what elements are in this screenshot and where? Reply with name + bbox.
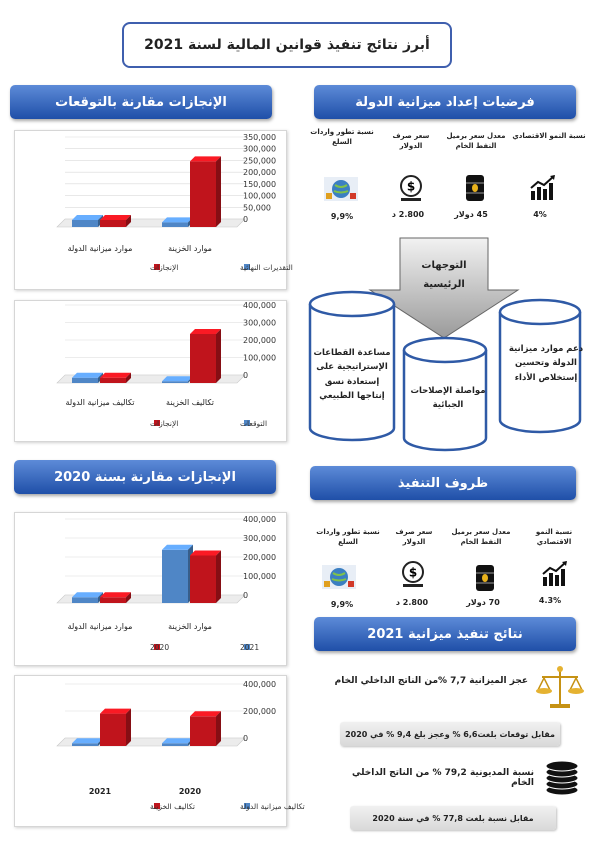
chart-expenses-2020 <box>15 676 305 826</box>
y-tick-label: 50,000 <box>243 203 271 213</box>
condition-label-growth: نسبة النمو الاقتصادي <box>535 528 573 546</box>
condition-label-imports: نسبة تطور واردات السلع <box>316 528 380 546</box>
scale-icon <box>534 664 586 712</box>
banner-budget-results: نتائج تنفيذ ميزانية 2021 <box>314 617 576 651</box>
bar-1-0-0 <box>72 220 98 227</box>
assumption-value-dollar: 2.800 د <box>391 210 425 219</box>
legend-label: التقديرات النهائية <box>240 263 293 272</box>
y-tick-label: 100,000 <box>243 572 277 581</box>
bar-3-1-1-side <box>216 551 221 604</box>
bar-3-1-0 <box>162 550 188 603</box>
cylinder-text-budget-support: دعم موارد ميزانية الدولة وتحسين إستخلاص الأداء <box>508 344 584 383</box>
chart-expenses <box>15 301 286 441</box>
y-tick-label: 300,000 <box>243 318 277 328</box>
chart-panel-2 <box>14 300 287 442</box>
dollar-coin-icon <box>392 172 430 204</box>
condition-value-oil: 70 دولار <box>466 598 500 607</box>
y-tick-label: 300,000 <box>243 534 277 543</box>
bar-4-1-1-top <box>190 711 221 716</box>
growth-chart-icon <box>536 558 574 590</box>
assumption-value-growth: 4% <box>533 210 547 219</box>
bar-4-1-0 <box>162 743 188 746</box>
bar-4-0-1-top <box>100 709 131 714</box>
debt-compare-bar: مقابل نسبة بلغت 77,8 % في سنة 2020 <box>350 806 556 830</box>
bar-4-0-1 <box>100 714 126 746</box>
y-tick-label: 200,000 <box>243 553 277 562</box>
chart-panel-3 <box>14 512 287 666</box>
bar-4-1-0-top <box>162 738 193 743</box>
bar-2-0-1 <box>100 378 126 383</box>
deficit-text: عجز الميزانية 7,7 %من الناتج الداخلي الخام <box>334 676 528 686</box>
bar-4-0-1-side <box>126 709 131 746</box>
cylinder-text-strategic-sectors: مساعدة القطاعات الإستراتيجية على إستعادة نسق إنتاجها الطبيعي <box>313 348 391 402</box>
cylinder-text-tax-reforms: مواصلة الإصلاحات الجبائية <box>410 386 486 411</box>
x-category-label: موارد ميزانية الدولة <box>67 244 133 253</box>
condition-value-imports: 9,9% <box>330 600 354 609</box>
y-tick-label: 200,000 <box>243 707 277 716</box>
bar-4-1-1-side <box>216 711 221 746</box>
banner-budget-assumptions: فرضيات إعداد ميزانية الدولة <box>314 85 576 119</box>
bar-2-1-0 <box>162 381 188 383</box>
bar-4-0-0-top <box>72 738 103 743</box>
bar-1-0-1-top <box>100 215 131 220</box>
conditions-row <box>310 524 586 614</box>
chart-resources <box>15 131 293 289</box>
bar-2-1-1-top <box>190 329 221 334</box>
bar-4-1-1 <box>190 716 216 746</box>
banner-achievements-vs-forecasts: الإنجازات مقارنة بالتوقعات <box>10 85 272 119</box>
bar-1-0-0-top <box>72 215 103 220</box>
y-tick-label: 0 <box>243 734 249 743</box>
assumption-label-imports: نسبة تطور واردات السلع <box>310 128 374 146</box>
bar-2-0-1-top <box>100 373 131 378</box>
chart-panel-4 <box>14 675 305 827</box>
bar-3-0-0-top <box>72 592 103 597</box>
assumption-value-imports: 9,9% <box>330 212 354 221</box>
cylinder-left-top <box>310 292 394 316</box>
bar-2-0-0-top <box>72 373 103 378</box>
bar-1-1-1-side <box>216 156 221 227</box>
assumption-label-dollar: سعر صرف الدولار <box>392 132 430 150</box>
chart-resources-2020 <box>15 513 286 665</box>
legend-label: الإنجازات <box>150 419 179 428</box>
bar-2-1-1-side <box>216 329 221 383</box>
cylinder-middle-top <box>404 338 486 362</box>
assumption-value-oil: 45 دولار <box>454 210 488 219</box>
x-category-label: 2021 <box>88 787 112 796</box>
y-tick-label: 200,000 <box>243 336 277 345</box>
page-title: أبرز نتائج تنفيذ قوانين المالية لسنة 2021 <box>122 22 452 68</box>
y-tick-label: 300,000 <box>243 144 277 154</box>
cylinder-right-top <box>500 300 580 324</box>
x-category-label: تكاليف الخزينة <box>166 398 214 407</box>
bar-3-1-1 <box>190 556 216 604</box>
bar-1-1-1-top <box>190 156 221 161</box>
deficit-compare-bar: مقابل توقعات بلغت6,6 % وعجز بلغ 9,4 % في 2020 <box>340 722 560 746</box>
legend-label: 2020 <box>150 643 170 652</box>
bar-3-0-1 <box>100 597 126 603</box>
main-directions-label: التوجهات الرئيسية <box>421 260 467 290</box>
y-tick-label: 0 <box>243 215 249 224</box>
condition-label-dollar: سعر صرف الدولار <box>395 528 433 546</box>
assumptions-row <box>310 128 586 228</box>
bar-2-0-0 <box>72 378 98 383</box>
legend-label: تكاليف ميزانية الدولة <box>240 802 305 811</box>
bar-1-0-1 <box>100 220 126 227</box>
y-tick-label: 350,000 <box>243 133 277 142</box>
assumption-label-growth: نسبة النمو الاقتصادي <box>512 132 586 140</box>
x-category-label: موارد ميزانية الدولة <box>67 622 133 631</box>
bar-1-1-0-top <box>162 217 193 222</box>
banner-execution-conditions: ظروف التنفيذ <box>310 466 576 500</box>
coins-icon <box>540 758 584 798</box>
y-tick-label: 100,000 <box>243 191 277 201</box>
dollar-coin-icon <box>394 558 432 590</box>
bar-1-1-1 <box>190 161 216 227</box>
y-tick-label: 400,000 <box>243 680 277 689</box>
growth-chart-icon <box>524 172 562 204</box>
globe-trade-icon <box>322 172 360 204</box>
y-tick-label: 100,000 <box>243 353 277 363</box>
oil-barrel-icon <box>466 562 504 594</box>
bar-3-1-1-top <box>190 551 221 556</box>
bar-1-1-0 <box>162 222 188 227</box>
bar-2-1-0-top <box>162 376 193 381</box>
y-tick-label: 200,000 <box>243 168 277 178</box>
banner-achievements-vs-2020: الإنجازات مقارنة بسنة 2020 <box>14 460 276 494</box>
svg-text:$: $ <box>406 179 416 194</box>
x-category-label: تكاليف ميزانية الدولة <box>65 398 135 407</box>
bar-3-0-1-top <box>100 592 131 597</box>
y-tick-label: 150,000 <box>243 179 277 189</box>
bar-3-1-0-top <box>162 545 193 550</box>
y-tick-label: 250,000 <box>243 156 277 166</box>
legend-label: 2021 <box>240 643 260 652</box>
condition-label-oil: معدل سعر برميل النفط الخام <box>451 528 511 546</box>
oil-barrel-icon <box>456 172 494 204</box>
svg-text:$: $ <box>408 565 418 580</box>
y-tick-label: 400,000 <box>243 515 277 524</box>
globe-trade-icon <box>320 560 358 592</box>
assumption-label-oil: معدل سعر برميل النفط الخام <box>446 132 506 150</box>
y-tick-label: 0 <box>243 591 249 600</box>
bar-2-1-1 <box>190 334 216 383</box>
x-category-label: 2020 <box>178 787 202 796</box>
chart-panel-1 <box>14 130 293 290</box>
debt-text: نسبة المديونية 79,2 % من الناتج الداخلي الخام <box>351 768 534 788</box>
y-tick-label: 400,000 <box>243 301 277 310</box>
bar-4-0-0 <box>72 743 98 746</box>
x-category-label: موارد الخزينة <box>168 244 212 253</box>
condition-value-growth: 4.3% <box>538 596 562 605</box>
legend-label: تكاليف الخزينة <box>150 802 195 811</box>
legend-label: الإنجازات <box>150 263 179 272</box>
condition-value-dollar: 2.800 د <box>395 598 429 607</box>
legend-label: التوقعات <box>240 419 268 428</box>
x-category-label: موارد الخزينة <box>168 622 212 631</box>
bar-3-0-0 <box>72 597 98 603</box>
y-tick-label: 0 <box>243 371 249 380</box>
